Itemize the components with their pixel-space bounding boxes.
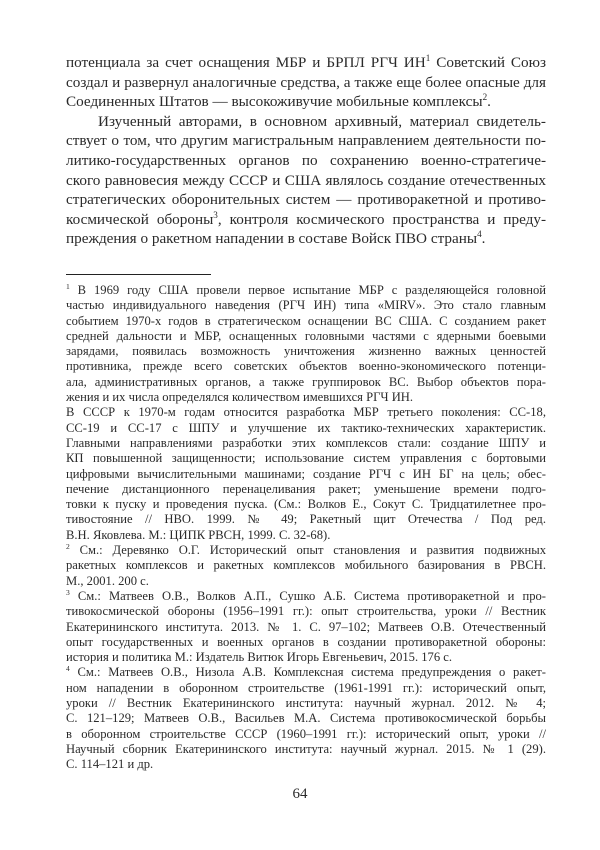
text-line: $^2$ См.: Деревянко О.Г. Исторический опыт становления и развития подвижных bbox=[66, 542, 546, 558]
footnote bbox=[66, 665, 546, 772]
text-line: потенциала за счет оснащения МБР и БРПЛ РГЧ $ИН^1$ Советский Союз bbox=[66, 53, 546, 71]
text-line: стратегических оборонительных систем — противоракетной и противо- bbox=[66, 191, 546, 209]
text-line: Научный сборник Екатерининского института: научный журнал. 2015. № 1 (29). bbox=[66, 741, 546, 756]
footnote-ref[interactable]: 1 bbox=[425, 53, 431, 64]
footnote-ref[interactable]: 1 bbox=[66, 282, 70, 292]
text-line: Изученный авторами, в основном архивный, материал свидетель- bbox=[98, 112, 546, 130]
footnote bbox=[66, 543, 546, 589]
text-line: уроки // Вестник Екатерининского института: научный журнал. 2012. № 4; bbox=[66, 696, 546, 711]
body-text bbox=[66, 53, 546, 249]
text-line: В СССР к 1970-м годам относится разработка МБР третьего поколения: СС-18, bbox=[66, 405, 546, 420]
text-line: опыт государственных и военных органов в создании противоракетной обороны: bbox=[66, 634, 546, 649]
text-line: $^1$ В 1969 году США провели первое испытание МБР с разделяющейся головной bbox=[66, 282, 546, 297]
text-line: цифровыми вычислительными машинами; создание РГЧ с ИН БГ на цель; обес- bbox=[66, 466, 546, 481]
text-line: Главными направлениями разработки этих комплексов стали: создание ШПУ и bbox=[66, 435, 546, 450]
text-line: история и политика М.: Издатель Витюк Игорь Евгеньевич, 2015. 176 с. bbox=[66, 650, 453, 665]
footnote bbox=[66, 589, 546, 665]
text-line: жения и их числа определялся количеством имевшихся РГЧ ИН. bbox=[66, 390, 414, 405]
text-line: СС-19 и СС-17 с ШПУ и улучшение их тактико-технических характеристик. bbox=[66, 420, 546, 435]
text-line: печение дистанционного перенацеливания ракет; уменьшение времени подго- bbox=[66, 481, 546, 496]
text-line: создал и развернул аналогичные средства, а также еще более опасные для bbox=[66, 73, 546, 91]
footnote-ref[interactable]: 3 bbox=[213, 209, 218, 220]
text-line: В.Н. Яковлева. М.: ЦИПК РВСН, 1999. С. 32-68). bbox=[66, 527, 331, 542]
text-line: ном нападении в оборонном строительстве (1961-1991 гг.): исторический опыт, bbox=[66, 680, 546, 695]
text-line: М., 2001. 200 с. bbox=[66, 573, 149, 588]
paragraph bbox=[66, 53, 546, 112]
text-line: преждения о ракетном нападении в составе Войск ПВО страны$^4$. bbox=[66, 229, 486, 248]
text-line: космической обороны$^3$, контроля космического пространства и преду- bbox=[66, 209, 546, 228]
footnote-ref[interactable]: 2 bbox=[66, 542, 70, 552]
text-line: Екатерининского института. 2013. № 1. С. 97–102; Матвеев О.В. Отечественный bbox=[66, 619, 546, 634]
text-line: С. 121–129; Матвеев О.В., Васильев М.А. Система противокосмической борьбы bbox=[66, 711, 546, 726]
footnote-ref[interactable]: 4 bbox=[66, 664, 70, 674]
footnote-ref[interactable]: 3 bbox=[66, 588, 70, 598]
text-line: КП повышенной защищенности; использование систем управления с бортовыми bbox=[66, 451, 546, 466]
text-line: Соединенных Штатов — высокоживучие мобильные комплексы$^2$. bbox=[66, 92, 491, 111]
page-number: 64 bbox=[292, 786, 308, 802]
footnote-ref[interactable]: 4 bbox=[477, 229, 482, 240]
text-line: товки к пуску и проведения пуска. (См.: Волков Е., Сокут С. Тридцатилетнее про- bbox=[66, 497, 546, 512]
footnote-ref[interactable]: 2 bbox=[482, 92, 488, 103]
text-line: событием 1970-х годов в стратегическом оснащении ВС США. С созданием ракет bbox=[66, 313, 546, 328]
text-line: частью индивидуального наведения (РГЧ ИН) типа «MIRV». Это стало главным bbox=[66, 298, 546, 313]
text-line: ского равновесия между СССР и США являлось создание отечественных bbox=[66, 171, 546, 189]
text-line: литико-государственных органов по сохранению военно-стратегиче- bbox=[66, 151, 546, 169]
text-line: противника, прежде всего советских объектов военно-экономического потенци- bbox=[66, 359, 546, 374]
footnote bbox=[66, 283, 546, 405]
text-line: С. 114–121 и др. bbox=[66, 757, 154, 772]
text-line: в оборонном строительстве СССР (1960–1991 гг.): исторический опыт, уроки // bbox=[66, 726, 546, 741]
text-line: ствует о том, что другим магистральным направлением деятельности по- bbox=[66, 132, 546, 150]
text-line: зарядами, появилась возможность уничтожения жизненно важных ценностей bbox=[66, 344, 546, 359]
text-line: ала, административных органов, а также группировок ВС. Выбор объектов пора- bbox=[66, 374, 546, 389]
paragraph bbox=[66, 112, 546, 249]
footnotes bbox=[66, 283, 546, 773]
text-line: тивостояние // НВО. 1999. № 49; Ракетный щит Отечества / Под ред. bbox=[66, 512, 546, 527]
text-line: $^4$ См.: Матвеев О.В., Низола А.В. Комплексная система предупреждения о ракет- bbox=[66, 664, 546, 680]
footnote-separator bbox=[66, 274, 211, 275]
footnote bbox=[66, 405, 546, 543]
text-line: ракетных комплексов и ракетных комплексов мобильного базирования в РВСН. bbox=[66, 558, 546, 573]
text-line: $^3$ См.: Матвеев О.В., Волков А.П., Сушко А.Б. Система противоракетной и про- bbox=[66, 588, 546, 603]
text-line: средней дальности и МБР, оснащенных головными частями с ядерными боевыми bbox=[66, 328, 546, 343]
text-line: тивокосмической обороны (1956–1991 гг.): опыт строительства, уроки // Вестник bbox=[66, 604, 546, 619]
